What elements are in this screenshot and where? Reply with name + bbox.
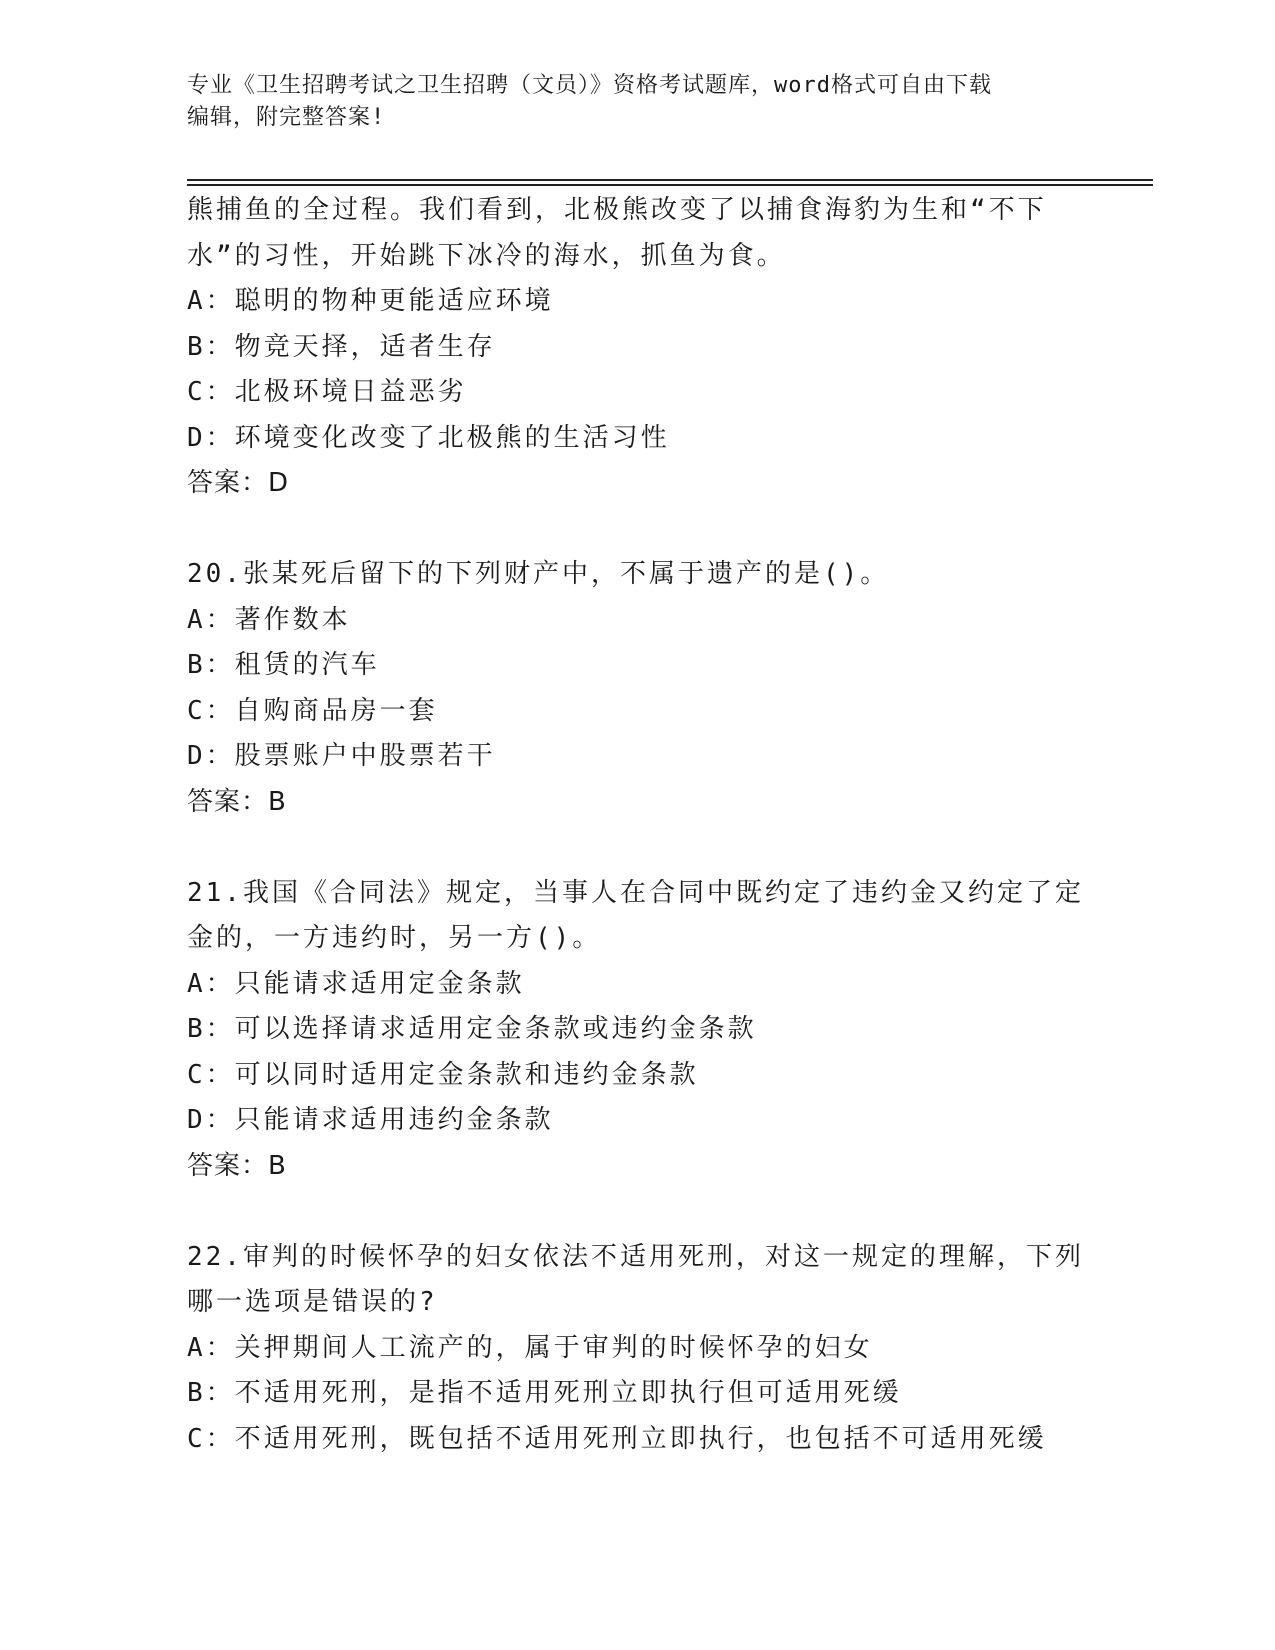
answer-line: 答案：B bbox=[187, 786, 287, 817]
question-19-continued bbox=[187, 188, 1087, 507]
option-b: B：不适用死刑，是指不适用死刑立即执行但可适用死缓 bbox=[187, 1378, 902, 1408]
question-text-line: 22.审判的时候怀孕的妇女依法不适用死刑，对这一规定的理解，下列 bbox=[187, 1241, 1084, 1272]
question-text-line: 金的，一方违约时，另一方()。 bbox=[187, 923, 602, 953]
answer-line: 答案：B bbox=[187, 1150, 287, 1181]
question-22 bbox=[187, 1235, 1087, 1463]
question-list bbox=[187, 188, 1087, 1462]
option-d: D：股票账户中股票若干 bbox=[187, 741, 496, 771]
option-d: D：环境变化改变了北极熊的生活习性 bbox=[187, 422, 670, 453]
option-c: C：北极环境日益恶劣 bbox=[187, 377, 467, 407]
question-text-line: 20.张某死后留下的下列财产中，不属于遗产的是()。 bbox=[187, 559, 890, 589]
question-text-line: 哪一选项是错误的? bbox=[187, 1287, 438, 1317]
option-b: B：租赁的汽车 bbox=[187, 650, 380, 680]
option-d: D：只能请求适用违约金条款 bbox=[187, 1105, 554, 1135]
question-text-line: 水”的习性，开始跳下冰冷的海水，抓鱼为食。 bbox=[187, 240, 786, 271]
spacer bbox=[187, 825, 1087, 871]
spacer bbox=[187, 1189, 1087, 1235]
question-text-line: 熊捕鱼的全过程。我们看到，北极熊改变了以捕食海豹为生和“不下 bbox=[187, 195, 1047, 225]
option-a: A：聪明的物种更能适应环境 bbox=[187, 286, 554, 316]
option-c: C：可以同时适用定金条款和违约金条款 bbox=[187, 1059, 699, 1090]
option-b: B：可以选择请求适用定金条款或违约金条款 bbox=[187, 1014, 757, 1044]
option-c: C：自购商品房一套 bbox=[187, 695, 438, 726]
header-line-1: 专业《卫生招聘考试之卫生招聘（文员）》资格考试题库，word格式可自由下载 bbox=[187, 73, 992, 98]
question-text-line: 21.我国《合同法》规定，当事人在合同中既约定了违约金又约定了定 bbox=[187, 877, 1084, 908]
option-a: A：著作数本 bbox=[187, 604, 351, 635]
header-rule-top bbox=[187, 179, 1153, 181]
option-c: C：不适用死刑，既包括不适用死刑立即执行，也包括不可适用死缓 bbox=[187, 1423, 1047, 1454]
spacer bbox=[187, 507, 1087, 553]
header-line-2: 编辑，附完整答案! bbox=[187, 105, 386, 130]
option-b: B：物竞天择，适者生存 bbox=[187, 331, 496, 362]
header-rule-bottom bbox=[187, 184, 1153, 186]
option-a: A：只能请求适用定金条款 bbox=[187, 968, 525, 999]
option-a: A：关押期间人工流产的，属于审判的时候怀孕的妇女 bbox=[187, 1332, 873, 1363]
answer-line: 答案：D bbox=[187, 468, 290, 498]
question-21 bbox=[187, 871, 1087, 1190]
document-header bbox=[187, 70, 1067, 134]
question-20 bbox=[187, 552, 1087, 825]
